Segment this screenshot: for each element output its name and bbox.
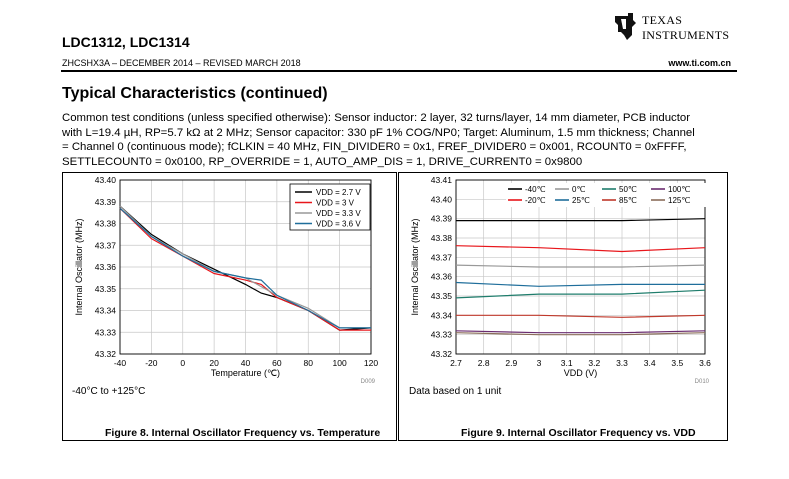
y-tick-label: 43.37 [430,252,452,263]
figure-9-caption [461,427,696,439]
product-title: LDC1312, LDC1314 [62,34,190,50]
x-tick-label: 100 [332,358,347,368]
y-tick-label: 43.33 [94,327,116,338]
ti-logo-text [642,13,729,43]
x-tick-label: 2.8 [477,358,490,368]
x-tick-label: 40 [240,358,251,368]
series-line [456,331,705,333]
y-tick-label: 43.38 [430,233,452,243]
figure-9-note: Data based on 1 unit [409,386,502,397]
x-tick-label: 3.6 [699,358,711,368]
y-tick-label: 43.40 [430,194,452,205]
figure-code: D010 [694,379,709,385]
conditions-line-2: with L=19.4 µH, RP=5.7 kΩ at 2 MHz; Sensor capacitor: 330 pF 1% COG/NP0; Target: Aluminum, 1.5 mm thickness; Channel [62,126,695,139]
figure-code: D009 [360,379,375,385]
series-line [456,283,705,287]
x-tick-label: 120 [363,358,379,368]
y-tick-label: 43.36 [430,271,452,282]
x-tick-label: 60 [272,358,282,368]
y-tick-label: 43.35 [94,283,116,294]
x-axis-label: Temperature (℃) [210,368,281,378]
logo-line1: TEXAS [642,13,683,27]
y-tick-label: 43.39 [430,213,452,224]
series-line [456,290,705,298]
x-tick-label: 3.2 [588,358,601,368]
logo-line2: INSTRUMENTS [642,28,730,42]
x-tick-label: 3 [536,358,542,368]
legend-label: VDD = 2.7 V [316,188,361,197]
y-tick-label: 43.32 [430,349,452,359]
figure-9-chart [398,172,728,402]
x-tick-label: 2.9 [505,358,518,368]
y-tick-label: 43.32 [94,349,116,359]
x-tick-label: 80 [303,358,313,368]
legend-label: 125℃ [668,196,691,205]
figure-8-caption: Figure 8. Internal Oscillator Frequency vs. Temperature [105,427,381,439]
legend-label: VDD = 3.3 V [316,209,361,218]
conditions-line-4: SETTLECOUNT0 = 0x0100, RP_OVERRIDE = 1, AUTO_AMP_DIS = 1, DRIVE_CURRENT0 = 0x9800 [62,155,583,168]
test-conditions [62,111,742,169]
x-tick-label: 3.3 [616,358,628,368]
y-axis-label: Internal Oscillator (MHz) [410,218,420,316]
x-tick-label: 3.4 [643,358,656,368]
y-tick-label: 43.37 [94,240,116,251]
x-tick-label: -20 [145,358,158,368]
y-tick-label: 43.33 [430,329,452,340]
legend-label: 50℃ [619,185,637,194]
y-tick-label: 43.41 [430,175,452,185]
series-line [456,246,705,252]
header-rule [61,70,737,72]
y-tick-label: 43.35 [430,291,452,301]
y-axis-label: Internal Oscillator (MHz) [74,218,84,316]
legend-label: VDD = 3 V [316,198,355,208]
conditions-line-3: = Channel 0 (continuous mode); fCLKIN = 40 MHz, FIN_DIVIDER0 = 0x1, FREF_DIVIDER0 = 0x001, RCOUNT0 = 0xFFFF, [62,141,687,154]
legend-label: 100℃ [668,185,691,194]
y-tick-label: 43.34 [430,310,452,321]
series-line [456,265,705,267]
ti-logo-icon [612,11,638,41]
legend-label: -20℃ [525,196,546,205]
legend-label: 0℃ [572,185,586,194]
x-tick-label: 3.1 [560,358,573,368]
y-tick-label: 43.36 [94,262,116,272]
figure-8-note: -40°C to +125°C [72,386,146,397]
figure-9-caption-text: Figure 9. Internal Oscillator Frequency vs. VDD [461,427,696,439]
x-tick-label: -40 [113,358,127,368]
ti-logo [612,11,742,45]
conditions-line-1: Common test conditions (unless specified otherwise): Sensor inductor: 2 layer, 32 turns/layer, 14 mm diameter, PCB inductor [62,112,691,124]
x-axis-label: VDD (V) [563,368,598,378]
y-tick-label: 43.39 [94,196,116,207]
legend-label: -40℃ [525,185,546,194]
y-tick-label: 43.34 [94,305,116,316]
x-tick-label: 20 [209,358,219,368]
x-tick-label: 0 [180,358,186,368]
doc-revision: ZHCSHX3A – DECEMBER 2014 – REVISED MARCH 2018 [62,58,301,68]
figure-8-chart [62,172,397,402]
x-tick-label: 2.7 [450,358,462,368]
site-url[interactable]: www.ti.com.cn [668,58,731,68]
y-tick-label: 43.38 [94,218,116,229]
legend-label: 85℃ [619,196,637,205]
y-tick-label: 43.40 [94,175,116,185]
legend-label: 25℃ [572,196,590,205]
legend-label: VDD = 3.6 V [316,219,361,229]
x-tick-label: 3.5 [671,358,684,368]
section-title: Typical Characteristics (continued) [62,85,328,102]
